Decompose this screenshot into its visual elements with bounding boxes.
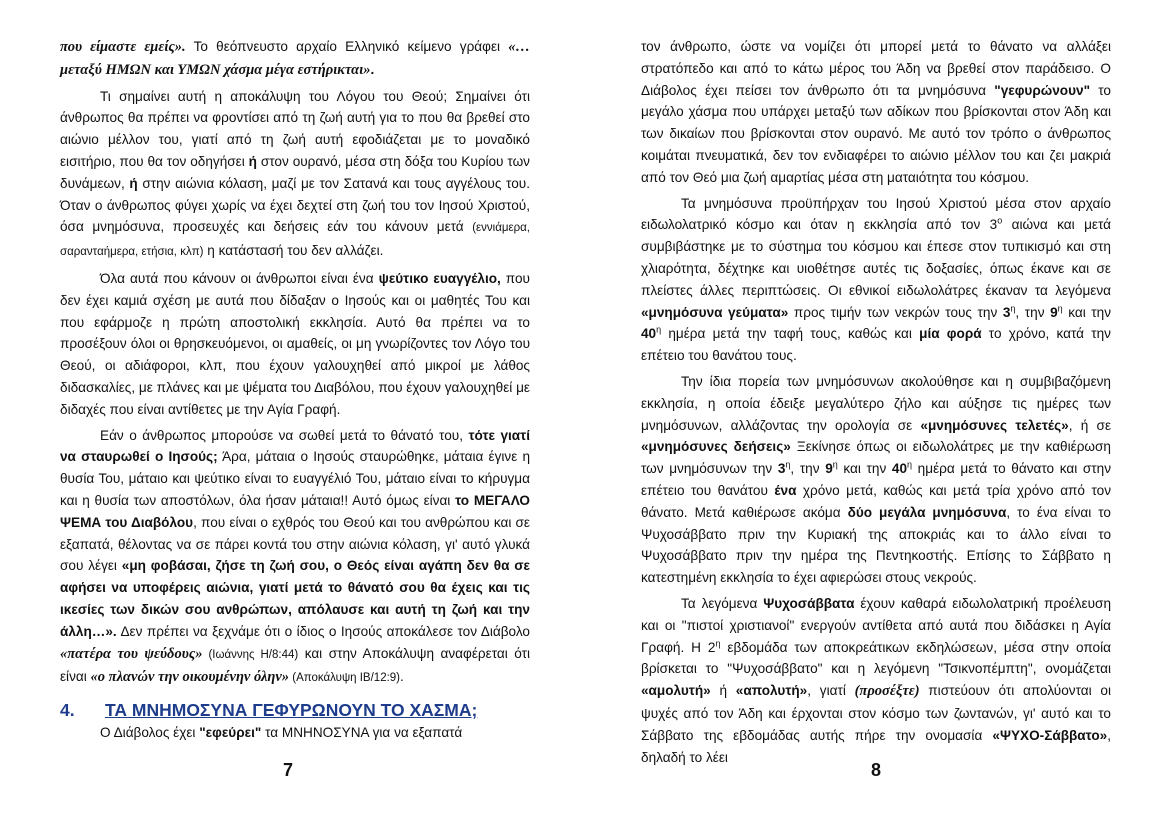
section-heading (60, 698, 530, 722)
paragraph: Όλα αυτά που κάνουν οι άνθρωποι είναι ένα ψεύτικο ευαγγέλιο, που δεν έχει καμιά σχέση με αυτά που δίδαξαν ο Ιησούς και οι μαθητές Του και που εφάρμοζε η πρώτη αποστολική εκκλησία. Αυτό θα πρέπει να το προσέξουν όλοι οι θρησκευόμενοι, οι αμαθείς, οι μη γνωρίζοντες τον Λόγο του Θεού, οι αδιάφοροι, κλπ, που έχουν γαλουχηθεί από μικροί με λάθος διδασκαλίες, με πλάνες και με ψέματα του Διαβόλου, που έχουν γαλουχηθεί με διδαχές που είναι αντίθετες με την Αγία Γραφή. (60, 270, 530, 417)
paragraph: Τα λεγόμενα Ψυχοσάββατα έχουν καθαρά ειδωλολατρική προέλευση και οι "πιστοί χριστιανοί" ενεργούν αντίθετα από αυτά που διδάσκει η Αγία Γραφή. Η $2^\eta$ εβδομάδα των αποκρεάτικων εκδηλώσεων, μέσα στην οποία βρίσκεται το "Ψυχοσάββατο" και η λεγόμενη "Τσικνοπέμπτη", ονομάζεται «αμολυτή» ή «απολυτή», γιατί (προσέξτε) πιστεύουν ότι απολύονται οι ψυχές από τον Άδη και έρχονται στον κόσμο των ζωντανών, γι' αυτό και το Σάββατο της εβδομάδας αυτής πήρε την ονομασία «ΨΥΧΟ-Σάββατο», δηλαδή το λέει (641, 595, 1111, 765)
left-page (60, 36, 530, 748)
paragraph: που είμαστε εμείς». Το θεόπνευστο αρχαίο Ελληνικό κείμενο γράφει «…μεταξύ ΗΜΩΝ και ΥΜΩΝ χάσμα μέγα εστήρικται». (60, 39, 530, 78)
page-number: 7 (283, 760, 294, 780)
section-title: ΤΑ ΜΝΗΜΟΣΥΝΑ ΓΕΦΥΡΩΝΟΥΝ ΤΟ ΧΑΣΜΑ; (105, 700, 478, 721)
section-number: 4. (60, 700, 75, 721)
paragraph: Τα μνημόσυνα προϋπήρχαν του Ιησού Χριστού μέσα στον αρχαίο ειδωλολατρικό κόσμο και όταν η εκκλησία από τον $3^o$ αιώνα και μετά συμβιβάστηκε με το σύστημα του κόσμου και έπεσε στον τυπικισμό και στη χλιαρότητα, δέχτηκε και υιοθέτησε αυτές τις δοξασίες, όπως έκανε και σε πλείστες άλλες περιπτώσεις. Οι εθνικοί ειδωλολάτρες έκαναν τα λεγόμενα «μνημόσυνα γεύματα» προς τιμήν των νεκρών τους την $3^\eta$, την $9^\eta$ και την $40^\eta$ ημέρα μετά την ταφή τους, καθώς και μία φορά το χρόνο, κατά την επέτειο του θανάτου τους. (641, 195, 1112, 364)
paragraph: Την ίδια πορεία των μνημόσυνων ακολούθησε και η συμβιβαζόμενη εκκλησία, η οποία έδειξε μεγαλύτερο ζήλο και αύξησε τις ημέρες των μνημόσυνων, αλλάζοντας την ορολογία σε «μνημόσυνες τελετές», ή σε «μνημόσυνες δεήσεις» Ξεκίνησε όπως οι ειδωλολάτρες με την καθιέρωση των μνημόσυνων την $3^\eta$, την $9^\eta$ και την $40^\eta$ ημέρα μετά το θάνατο και στην επέτειο του θανάτου ένα χρόνο μετά, καθώς και μετά τρία χρόνο από τον θάνατο. Μετά καθιέρωσε ακόμα δύο μεγάλα μνημόσυνα, το ένα είναι το Ψυχοσάββατο πριν την Κυριακή της αποκριάς και το άλλο είναι το Ψυχοσάββατο πριν την ημέρα της Πεντηκοστής. Επίσης το Σάββατο η κατεστημένη εκκλησία το έχει αφιερώσει στους νεκρούς. (641, 373, 1112, 586)
paragraph: Εάν ο άνθρωπος μπορούσε να σωθεί μετά το θάνατό του, τότε γιατί να σταυρωθεί ο Ιησούς; Άρα, μάταια ο Ιησούς σταυρώθηκε, μάταια έγινε η θυσία Του, μάταιο και ψεύτικο είναι το ευαγγέλιό Του, μάταιο είναι το κήρυγμα και η θυσία των αποστόλων, όλα ήσαν μάταια!! Αυτό όμως είναι το ΜΕΓΑΛΟ ΨΕΜΑ του Διαβόλου, που είναι ο εχθρός του Θεού και του ανθρώπου και σε εξαπατά, θέλοντας να σε πάρει κοντά του στην αιώνια κόλαση, γι' αυτό γλυκά σου λέγει «μη φοβάσαι, ζήσε τη ζωή σου, ο Θεός είναι αγάπη δεν θα σε αφήσει να υποφέρεις αιώνια, γιατί μετά το θάνατό σου θα έχεις και τις ικεσίες των δικών σου ανθρώπων, απόλαυσε και αυτή τη ζωή και την άλλη…». Δεν πρέπει να ξεχνάμε ότι ο ίδιος ο Ιησούς αποκάλεσε τον Διάβολο «πατέρα του ψεύδους» (Ιωάννης Η/8:44) και στην Αποκάλυψη αναφέρεται ότι είναι «ο πλανών την οικουμένην όλην» (Αποκάλυψη ΙΒ/12:9). (60, 427, 531, 686)
page-number: 8 (871, 760, 882, 780)
right-page (641, 36, 1111, 772)
paragraph: τον άνθρωπο, ώστε να νομίζει ότι μπορεί μετά το θάνατο να αλλάξει στρατόπεδο και από το κάτω μέρος του Άδη να βρεθεί στον παράδεισο. Ο Διάβολος έχει πείσει τον άνθρωπο ότι τα μνημόσυνα "γεφυρώνουν" το μεγάλο χάσμα που υπάρχει μεταξύ των αδίκων που βρίσκονται στον Άδη και των δικαίων που βρίσκονται στον ουρανό. Με αυτό τον τρόπο ο άνθρωπος κοιμάται πνευματικά, δεν τον ενδιαφέρει το αιώνιο μέλλον του και ζει μακριά από τον Θεό μια ζωή αμαρτίας μέσα στη ματαιότητα του κόσμου. (641, 39, 1111, 185)
paragraph: Τι σημαίνει αυτή η αποκάλυψη του Λόγου του Θεού; Σημαίνει ότι άνθρωπος θα πρέπει να φροντίσει από τη ζωή αυτή για το που θα βρεθεί στο αιώνιο μέλλον του, γιατί από τη ζωή αυτή εφοδιάζεται με το μοναδικό εισιτήριο, που θα τον οδηγήσει ή στον ουρανό, μέσα στη δόξα του Κυρίου των δυνάμεων, ή στην αιώνια κόλαση, μαζί με τον Σατανά και τους αγγέλους του. Όταν ο άνθρωπος φύγει χωρίς να έχει δεχτεί στη ζωή του τον Ιησού Χριστού, όσα μνημόσυνα, προσευχές και δεήσεις εάν του κάνουν μετά (εννιάμερα, σαρανταήμερα, ετήσια, κλπ) η κατάστασή του δεν αλλάζει. (60, 88, 530, 259)
paragraph: Ο Διάβολος έχει "εφεύρει" τα ΜΝΗΝΟΣΥΝΑ για να εξαπατά (100, 725, 463, 741)
